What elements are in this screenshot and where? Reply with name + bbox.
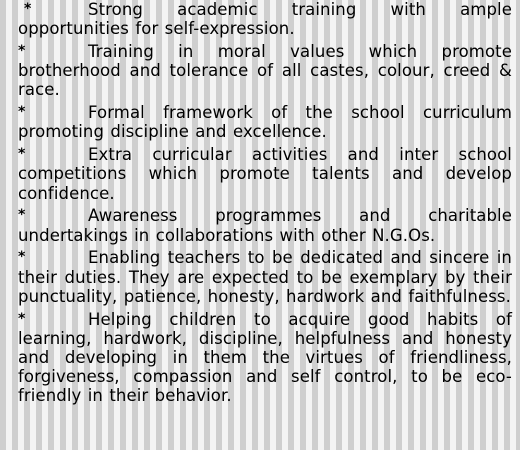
list-item bbox=[18, 0, 512, 38]
list-item-text: Awareness programmes and charitable undertakings in collaborations with other N.G.Os. bbox=[18, 206, 512, 245]
asterisk-bullet-icon: * bbox=[18, 310, 26, 327]
list-item bbox=[18, 145, 512, 203]
list-item-text: Helping children to acquire good habits of learning, hardwork, discipline, helpfulness and honesty and developing in them the virtues of friendliness, forgiveness, compassion and self control, to be eco-friendly in their behavior. bbox=[18, 309, 512, 406]
list-item bbox=[18, 103, 512, 141]
list-item-text: Extra curricular activities and inter school competitions which promote talents and develop confidence. bbox=[18, 145, 512, 203]
asterisk-bullet-icon: * bbox=[18, 43, 26, 59]
list-item bbox=[18, 42, 512, 100]
asterisk-bullet-icon: * bbox=[24, 1, 32, 17]
list-item-text: Training in moral values which promote brotherhood and tolerance of all castes, colour, creed & race. bbox=[18, 42, 512, 100]
list-item bbox=[18, 248, 512, 306]
list-item bbox=[18, 206, 512, 244]
list-item-text: Strong academic training with ample opportunities for self-expression. bbox=[18, 0, 512, 39]
asterisk-bullet-icon: * bbox=[18, 146, 26, 163]
asterisk-bullet-icon: * bbox=[18, 249, 26, 266]
asterisk-bullet-icon: * bbox=[18, 207, 26, 224]
list-item bbox=[18, 310, 512, 406]
list-item-text: Formal framework of the school curriculum promoting discipline and excellence. bbox=[18, 103, 512, 142]
objectives-list bbox=[18, 0, 512, 406]
asterisk-bullet-icon: * bbox=[18, 104, 26, 121]
list-item-text: Enabling teachers to be dedicated and sincere in their duties. They are expected to be exemplary by their punctuality, patience, honesty, hardwork and faithfulness. bbox=[18, 248, 512, 306]
